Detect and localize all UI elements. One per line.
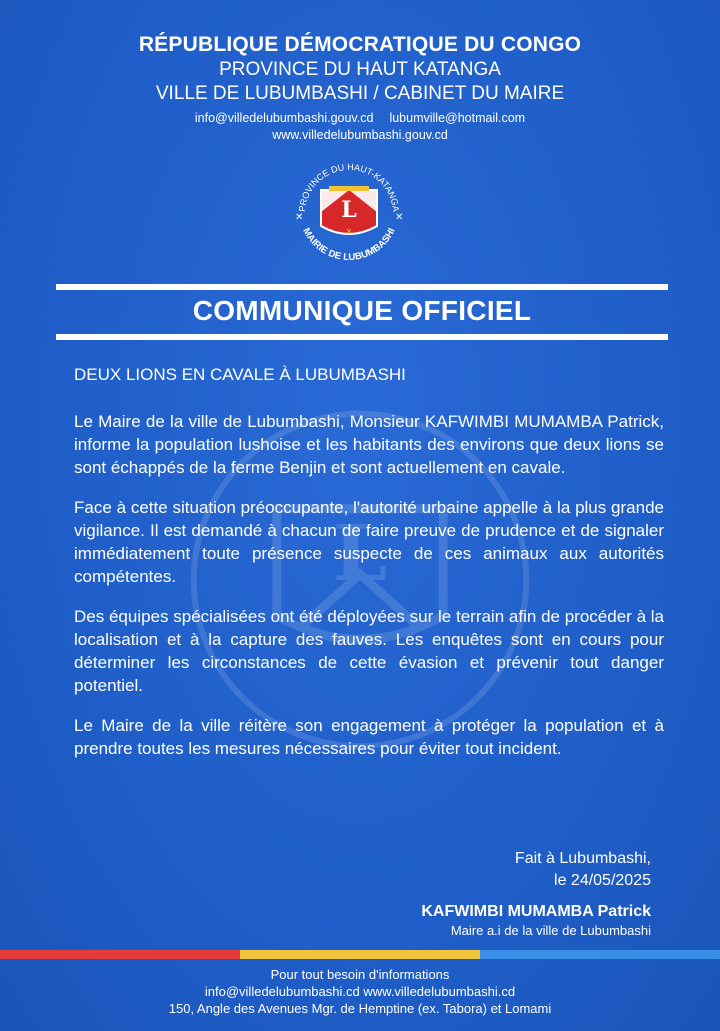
signature-block: [421, 902, 651, 940]
province-name: PROVINCE DU HAUT KATANGA: [219, 59, 501, 80]
title-rule-top: [56, 284, 668, 290]
hotmail-email[interactable]: lubumville@hotmail.com: [389, 111, 526, 125]
flag-stripe-blue: [480, 950, 720, 959]
seal-letter: L: [341, 197, 357, 223]
mairie-seal-emblem: [285, 150, 413, 278]
seal-shield-band: [329, 186, 369, 191]
flag-stripe: [0, 950, 720, 959]
document-title: COMMUNIQUE OFFICIEL: [192, 295, 532, 326]
place-and-date: [515, 848, 651, 892]
svg-text:L: L: [332, 509, 388, 599]
seal-ring-top-text: PROVINCE DU HAUT-KATANGA: [296, 161, 402, 213]
contact-line: [0, 110, 720, 127]
communique-body: [74, 410, 664, 777]
paragraph-4: Le Maire de la ville réitère son engagement à protéger la population et à prendre toutes les mesures nécessaires pour éviter tout incident.: [74, 716, 664, 758]
title-rule-bottom: [56, 334, 668, 340]
flag-stripe-yellow: [240, 950, 480, 959]
seal-ring-bottom-text: MAIRIE DE LUBUMBASHI: [300, 226, 398, 264]
flag-stripe-red: [0, 950, 240, 959]
website-link[interactable]: www.villedelubumbashi.gouv.cd: [272, 128, 448, 142]
seal-left-cross-icon: ✕: [295, 212, 304, 223]
signer-name: KAFWIMBI MUMAMBA Patrick: [421, 903, 651, 920]
footer-contacts[interactable]: info@villedelubumbashi.cd www.villedelubumbashi.cd: [204, 984, 516, 999]
letterhead: [0, 32, 720, 144]
footer: [0, 966, 720, 1017]
seal-crossed-tools-icon: ✕: [345, 227, 353, 236]
subject-line: DEUX LIONS EN CAVALE À LUBUMBASHI: [74, 365, 406, 384]
paragraph-3: Des équipes spécialisées ont été déployées sur le terrain afin de procéder à la localisation et à la capture des fauves. Les enquêtes sont en cours pour déterminer les circonstances de cette évasion et prévenir tout danger potentiel.: [74, 607, 664, 695]
country-name: RÉPUBLIQUE DÉMOCRATIQUE DU CONGO: [138, 33, 582, 56]
seal-right-cross-icon: ✕: [395, 212, 404, 223]
paragraph-1: Le Maire de la ville de Lubumbashi, Monsieur KAFWIMBI MUMAMBA Patrick, informe la population lushoise et les habitants des environs que deux lions se sont échappés de la ferme Benjin et sont actuellement en cavale.: [74, 412, 664, 477]
city-cabinet: VILLE DE LUBUMBASHI / CABINET DU MAIRE: [155, 83, 565, 104]
place-line: Fait à Lubumbashi,: [514, 850, 651, 867]
paragraph-2: Face à cette situation préoccupante, l'autorité urbaine appelle à la plus grande vigilance. Il est demandé à chacun de faire preuve de prudence et de signaler immédiatement toute présence suspecte de ces animaux aux autorités compétentes.: [74, 498, 664, 586]
signer-role: Maire a.i de la ville de Lubumbashi: [450, 923, 651, 938]
footer-info-label: Pour tout besoin d'informations: [270, 967, 450, 982]
date-line: le 24/05/2025: [554, 872, 651, 889]
official-email[interactable]: info@villedelubumbashi.gouv.cd: [194, 111, 374, 125]
footer-address: 150, Angle des Avenues Mgr. de Hemptine (ex. Tabora) et Lomami: [168, 1001, 552, 1016]
